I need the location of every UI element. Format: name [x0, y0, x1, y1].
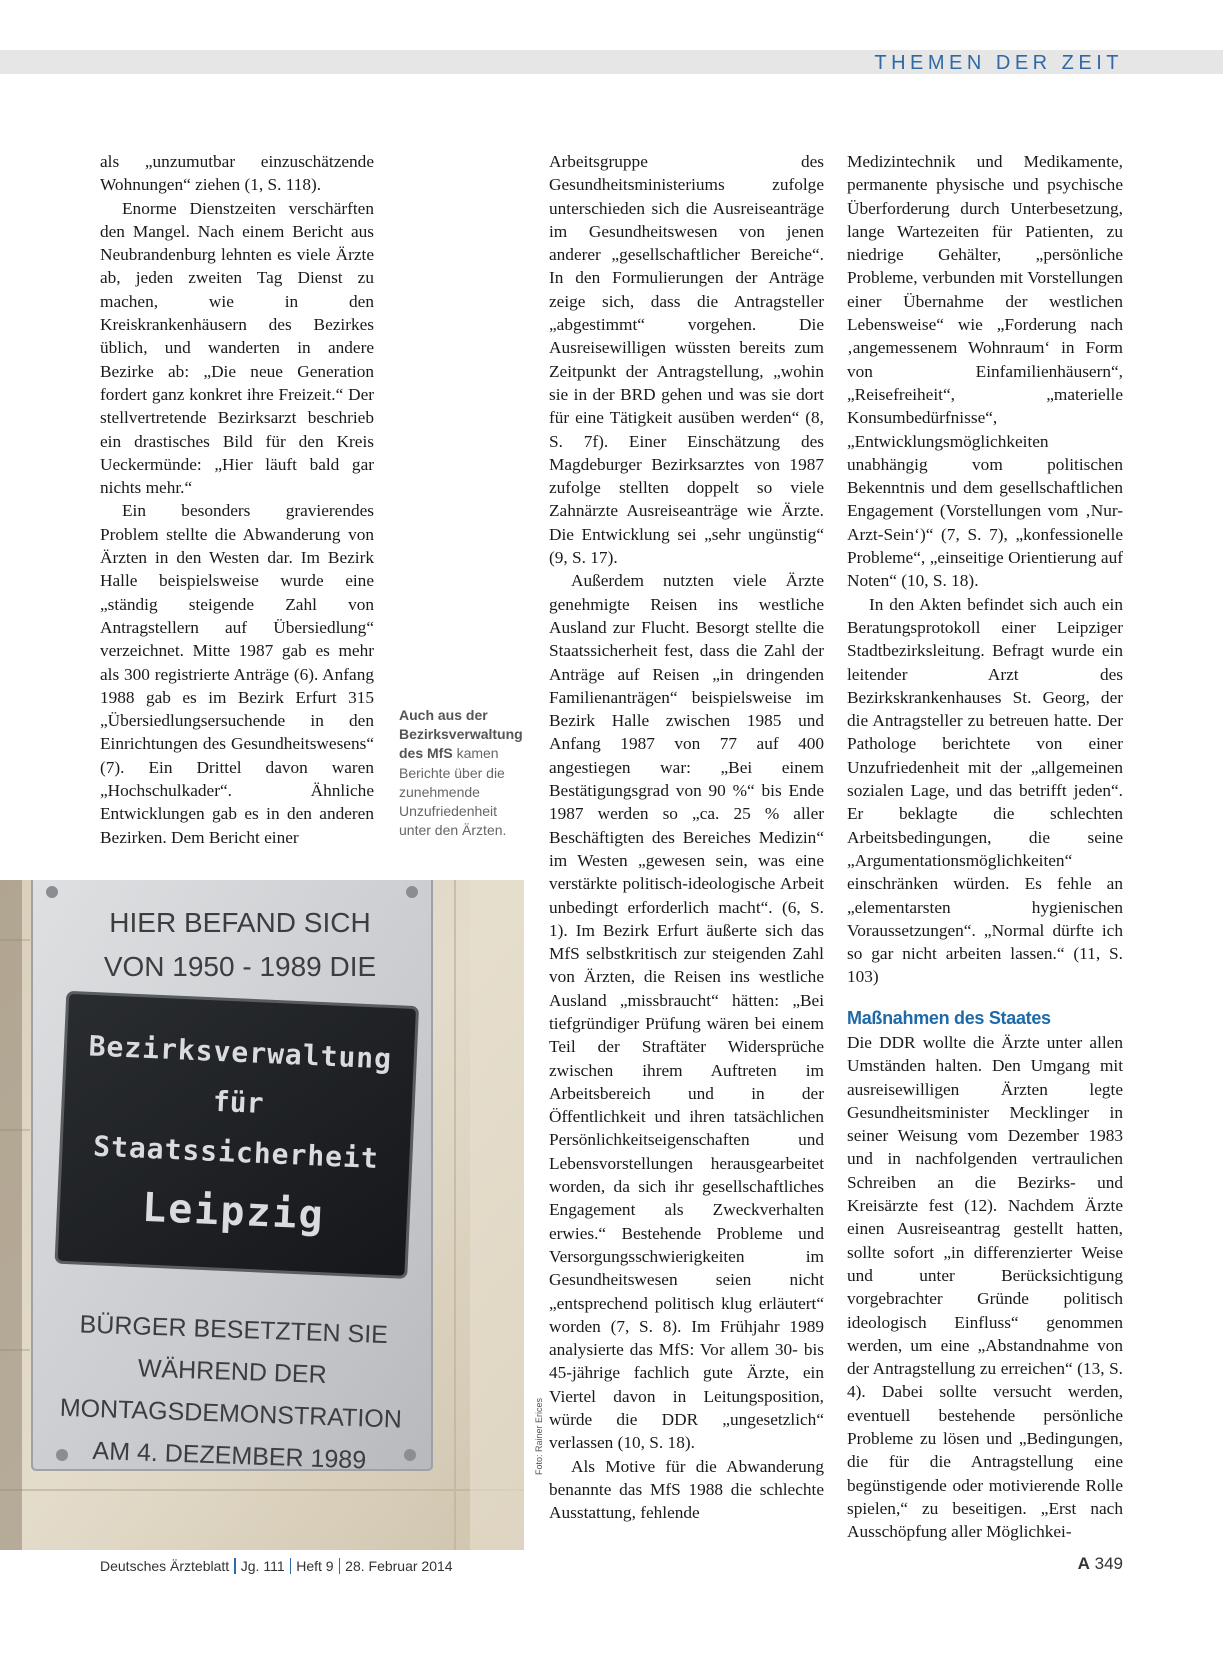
sign-line: Leipzig	[141, 1184, 326, 1239]
sign-line: Bezirksverwaltung	[88, 1029, 393, 1076]
paragraph: Ein besonders gravierendes Problem stellte die Abwanderung von Ärzten in den Westen dar. Im Bezirk Halle beispielsweise wurde eine „ständig steigende Zahl von Antragstellern auf Übersiedlung“ verzeichnet. Mitte 1987 gab es mehr als 300 registrierte Anträge (6). Anfang 1988 gab es im Bezirk Erfurt 315 „Übersiedlungsersuchende in den Einrichtungen des Gesundheitswesens“ (7). Ein Drittel davon waren „Hochschulkader“. Ähnliche Entwicklungen gab es in den anderen Bezirken. Dem Bericht einer	[100, 501, 374, 847]
photo-credit: Foto: Rainer Erices	[534, 1397, 544, 1475]
volume: Jg. 111	[240, 1558, 285, 1574]
separator	[290, 1558, 292, 1574]
plaque-photo	[0, 880, 524, 1550]
plaque-line: AM 4. DEZEMBER 1989	[92, 1436, 367, 1475]
caption-lead: Auch aus der Bezirksverwaltung des MfS	[399, 707, 523, 762]
photo-caption	[399, 706, 529, 840]
issue: Heft 9	[296, 1558, 334, 1574]
page-prefix: A	[1077, 1554, 1090, 1573]
paragraph: Arbeitsgruppe des Gesundheitsministeriums zufolge unterschieden sich die Ausreiseanträge im Gesundheitswesen von jenen anderer „gesellschaftlicher Bereiche“. In den Formulierungen der Anträge zeige sich, dass die Antragsteller „abgestimmt“ vorgehen. Die Ausreisewilligen wüssten bereits zum Zeitpunkt der Antragstellung, „wohin sie in der BRD gehen und was sie dort für eine Tätigkeit ausüben werden“ (8, S. 7f). Einer Einschätzung des Magdeburger Bezirksarztes von 1987 zufolge stellten doppelt so viele Zahnärzte Ausreiseanträge wie Ärzte. Die Entwicklung sei „sehr ungünstig“ (9, S. 17).	[549, 152, 824, 568]
footer-citation	[100, 1558, 453, 1574]
sign-line: Staatssicherheit	[92, 1129, 380, 1176]
text-column-3	[847, 150, 1123, 1544]
page-number	[1078, 1554, 1123, 1574]
text-column-2	[549, 150, 824, 1525]
paragraph: Enorme Dienstzeiten verschärften den Mangel. Nach einem Bericht aus Neubrandenburg lehnten es viele Ärzte ab, jeden zweiten Tag Dienst zu machen, wie in den Kreiskrankenhäusern des Bezirkes üblich, und wanderten in andere Bezirke ab: „Die neue Generation fordert ganz konkret ihre Freizeit.“ Der stellvertretende Bezirksarzt beschrieb ein drastisches Bild für den Kreis Ueckermünde: „Hier läuft bald gar nichts mehr.“	[100, 198, 374, 498]
plaque-line: WÄHREND DER	[137, 1354, 328, 1390]
plaque-line: VON 1950 - 1989 DIE	[103, 951, 377, 982]
paragraph: Medizintechnik und Medikamente, permanente physische und psychische Überforderung durch Unterbesetzung, lange Wartezeiten für Patienten, zu niedrige Gehälter, „persönliche Probleme, verbunden mit Vorstellungen einer Übernahme der westlichen Lebensweise“ wie „Forderung nach ‚angemessenem Wohnraum‘ in Form von Einfamilienhäusern“, „Reisefreiheit“, „materielle Konsumbedürfnisse“, „Entwicklungsmöglichkeiten unabhängig vom politischen Bekenntnis und dem gesellschaftlichen Engagement (Vorstellungen vom ‚Nur-Arzt-Sein‘)“ (7, S. 7), „konfessionelle Probleme“, „einseitige Orientierung auf Noten“ (10, S. 18).	[847, 152, 1123, 591]
plaque-line: HIER BEFAND SICH	[109, 907, 371, 938]
plaque-line: BÜRGER BESETZTEN SIE	[79, 1310, 389, 1350]
issue-date: 28. Februar 2014	[345, 1558, 453, 1574]
paragraph: In den Akten befindet sich auch ein Beratungsprotokoll einer Leipziger Stadtbezirksleitung. Befragt wurde ein leitender Arzt des Bezirkskrankenhauses St. Georg, der die Antragsteller zu betreuen hatte. Der Pathologe berichtete von einer Unzufriedenheit mit der „allgemeinen sozialen Lage, und das betrifft jeden“. Er beklagte die schlechten Arbeitsbedingungen, die seine „Argumentationsmöglichkeiten“ einschränken würden. Es fehle an „elementarsten hygienischen Voraussetzungen“. „Normal dürfte ich so gar nicht arbeiten lassen.“ (11, S. 103)	[847, 594, 1123, 987]
caption-text: kamen Berichte über die zunehmende Unzufriedenheit unter den Ärzten.	[399, 745, 507, 839]
journal-name: Deutsches Ärzteblatt	[100, 1558, 230, 1574]
paragraph: Die DDR wollte die Ärzte unter allen Umständen halten. Den Umgang mit ausreisewilligen Ärzten legte Gesundheitsminister Mecklinger in seiner Weisung vom Dezember 1983 und in nachfolgenden vertraulichen Schreiben an die Bezirks- und Kreisärzte fest (12). Nachdem Ärzte einen Ausreiseantrag gestellt hatten, sollte sofort „in differenzierter Weise und unter Berücksichtigung vorgebrachter Gründe politisch ideologisch Einfluss“ genommen werden, um eine „Abstandnahme von der Antragstellung zu erreichen“ (13, S. 4). Dabei sollte versucht werden, eventuell bestehende persönliche Probleme zu lösen und „Bedingungen, die für die Antragstellung eine begünstigende oder motivierende Rolle spielen,“ zu beseitigen. „Erst nach Ausschöpfung aller Möglichkei-	[847, 1032, 1123, 1542]
paragraph: Außerdem nutzten viele Ärzte genehmigte Reisen ins westliche Ausland zur Flucht. Besorgt stellte die Staatssicherheit fest, dass die Zahl der Anträge auf Reisen „in dringenden Familienanträgen“ beispielsweise im Bezirk Halle zwischen 1985 und Anfang 1987 von 77 auf 400 angestiegen war: „Bei einem Bestätigungsgrad von 90 %“ bis Ende 1987 werden so „ca. 25 % aller Beschäftigten des Bereiches Medizin“ im Westen „gewesen sein, was eine verstärkte politisch-ideologische Arbeit unbedingt erforderlich macht“. (6, S. 1). Im Bezirk Erfurt äußerte sich das MfS selbstkritisch zur steigenden Zahl von Ärzten, die Reisen ins westliche Ausland „missbraucht“ hätten: „Bei tiefgründiger Prüfung wären bei einem Teil der Straftäter Widersprüche zwischen ihrem Auftreten im Arbeitsbereich und in der Öffentlichkeit und ihren tatsächlichen Persönlichkeitseigenschaften und Lebensvorstellungen herausgearbeitet worden, da sich ihr gesellschaftliches Engagement als Zweckverhalten erwies.“ Bestehende Probleme und Versorgungsschwierigkeiten im Gesundheitswesen seien nicht „entsprechend politisch klug erläutert“ worden (7, S. 8). Im Frühjahr 1989 analysierte das MfS: Vor allem 30- bis 45-jährige fachlich gute Ärzte, ein Viertel davon in Leitungsposition, würde die DDR „ungesetzlich“ verlassen (10, S. 18).	[549, 571, 824, 1453]
separator	[234, 1558, 236, 1574]
sign-line: für	[212, 1084, 265, 1120]
plaque-line: MONTAGSDEMONSTRATION	[59, 1393, 403, 1434]
paragraph: Als Motive für die Abwanderung benannte das MfS 1988 die schlechte Ausstattung, fehlende	[549, 1456, 824, 1523]
paragraph: als „unzumutbar einzuschätzende Wohnungen“ ziehen (1, S. 118).	[100, 152, 374, 195]
section-subheading: Maßnahmen des Staates	[847, 1007, 1051, 1028]
section-title: THEMEN DER ZEIT	[874, 52, 1123, 74]
text-column-1	[100, 150, 374, 849]
separator	[339, 1558, 341, 1574]
page-number-value: 349	[1094, 1554, 1123, 1573]
